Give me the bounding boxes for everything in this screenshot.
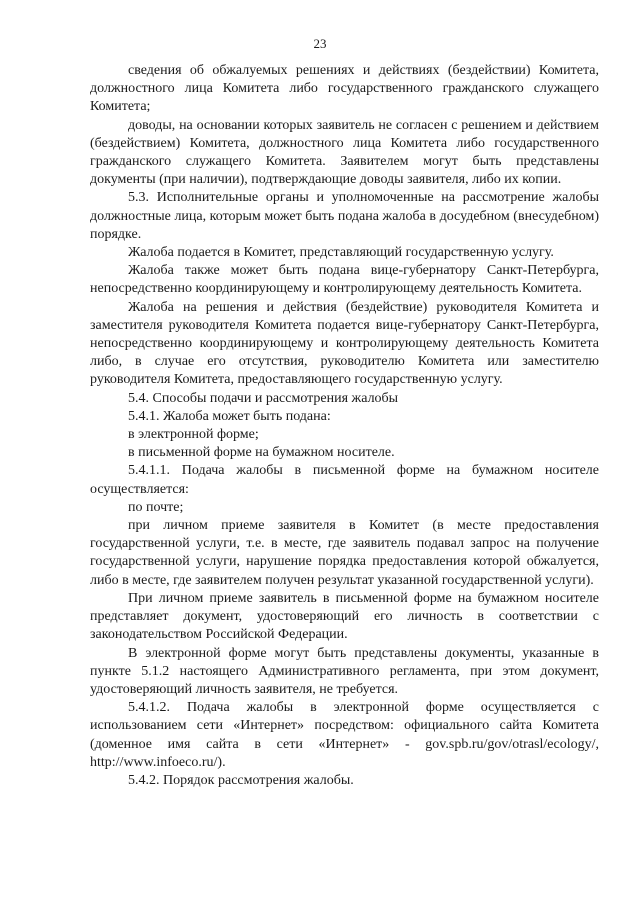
list-item-electronic-form: в электронной форме; — [128, 427, 259, 443]
document-body — [90, 62, 599, 790]
paragraph-electronic-documents: В электронной форме могут быть представлены документы, указанные в пункте 5.1.2 настоящего Административного регламента, при этом документ, удостоверяющий личность заявителя, не требуется. — [90, 645, 599, 697]
paragraph-5-4-1: 5.4.1. Жалоба может быть подана: — [128, 408, 331, 424]
list-item-by-mail: по почте; — [128, 499, 184, 515]
page-number: 23 — [313, 36, 327, 51]
list-item-paper-form: в письменной форме на бумажном носителе. — [128, 445, 395, 461]
paragraph-arguments: доводы, на основании которых заявитель не согласен с решением и действием (бездействием) Комитета, должностного лица Комитета либо государственного гражданского служащего Комитета. Заявителем могут быть представлены документы (при наличии), подтверждающие доводы заявителя, либо их копии. — [90, 117, 599, 188]
paragraph-identity-document: При личном приеме заявитель в письменной форме на бумажном носителе представляет документ, удостоверяющий его личность в соответствии с законодательством Российской Федерации. — [90, 590, 599, 643]
paragraph-5-4-1-2: 5.4.1.2. Подача жалобы в электронной форме осуществляется с использованием сети «Интернет» посредством: официального сайта Комитета (доменное имя сайта в сети «Интернет» - gov.spb.ru/gov/otrasl/ecology/, http://www.infoeco.ru/). — [90, 700, 599, 770]
paragraph-filed-to-committee: Жалоба подается в Комитет, представляющий государственную услугу. — [128, 245, 554, 261]
paragraph-complaint-subject: сведения об обжалуемых решениях и действиях (бездействии) Комитета, должностного лица Комитета либо государственного гражданского служащего Комитета; — [90, 63, 599, 115]
paragraph-5-4: 5.4. Способы подачи и рассмотрения жалобы — [128, 390, 399, 406]
paragraph-5-4-1-1: 5.4.1.1. Подача жалобы в письменной форме на бумажном носителе осуществляется: — [90, 463, 599, 497]
paragraph-5-4-2: 5.4.2. Порядок рассмотрения жалобы. — [128, 772, 354, 788]
paragraph-vice-governor: Жалоба также может быть подана вице-губернатору Санкт-Петербурга, непосредственно координирующему и контролирующему деятельность Комитета. — [90, 263, 599, 297]
paragraph-5-3: 5.3. Исполнительные органы и уполномоченные на рассмотрение жалобы должностные лица, которым может быть подана жалоба в досудебном (внесудебном) порядке. — [90, 190, 599, 242]
list-item-personal-reception: при личном приеме заявителя в Комитет (в месте предоставления государственной услуги, т.е. в месте, где заявитель подавал запрос на получение государственной услуги, нарушение порядка предоставления которой обжалуется, либо в месте, где заявителем получен результат указанной государственной услуги). — [90, 518, 599, 588]
paragraph-head-complaint: Жалоба на решения и действия (бездействие) руководителя Комитета и заместителя руководителя Комитета подается вице-губернатору Санкт-Петербурга, непосредственно координирующему и контролирующему деятельность Комитета либо, в случае его отсутствия, руководителю Комитета или заместителю руководителя Комитета, предоставляющего государственную услугу. — [90, 299, 599, 388]
